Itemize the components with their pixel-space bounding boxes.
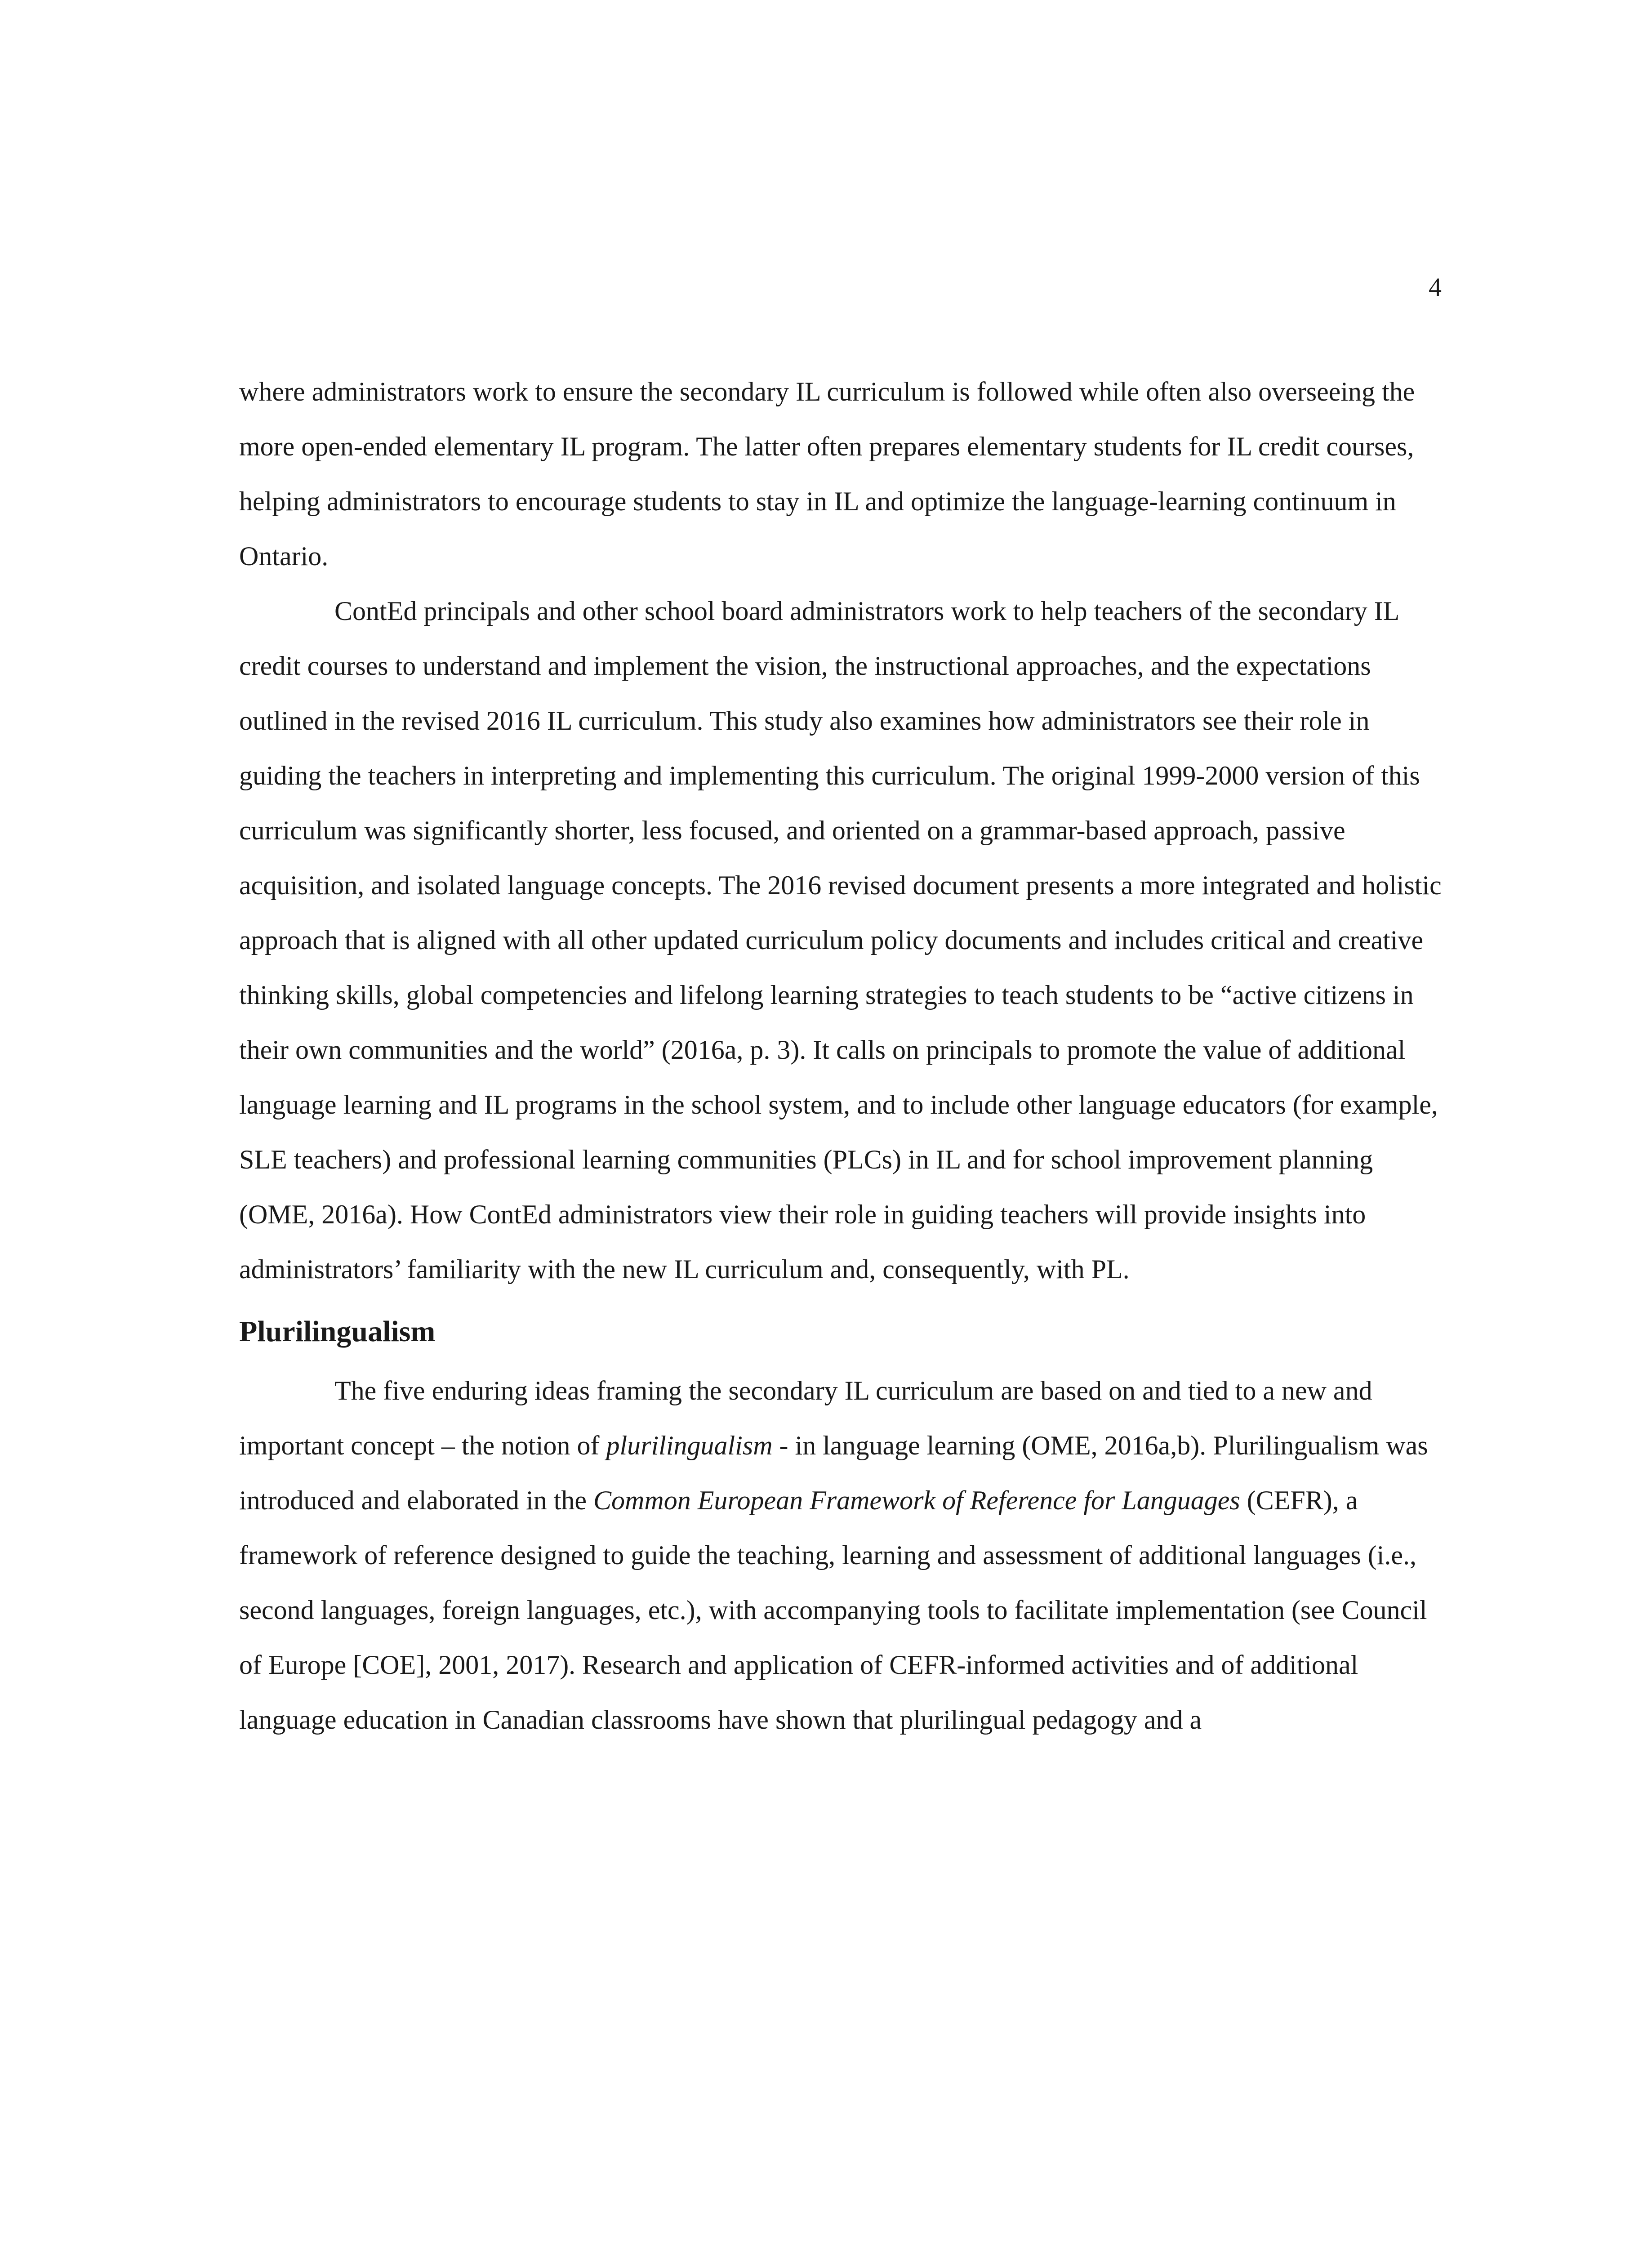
paragraph-3-text-2: - in language learning (OME, 2016a,b). Plurilingualism was introduced and elaborated in the [239, 1431, 1428, 1515]
paragraph-3 [239, 1363, 1444, 1747]
paragraph-1: where administrators work to ensure the secondary IL curriculum is followed while often also overseeing the more open-ended elementary IL program. The latter often prepares elementary students for IL credit courses, helping administrators to encourage students to stay in IL and optimize the language-learning continuum in Ontario. [239, 377, 1415, 571]
section-heading: Plurilingualism [239, 1315, 436, 1348]
paragraph-3-italic-title: Common European Framework of Reference for Languages [593, 1485, 1240, 1515]
body-text [239, 364, 1444, 1747]
paragraph-2: ContEd principals and other school board administrators work to help teachers of the secondary IL credit courses to understand and implement the vision, the instructional approaches, and the expectations outlined in the revised 2016 IL curriculum. This study also examines how administrators see their role in guiding the teachers in interpreting and implementing this curriculum. The original 1999-2000 version of this curriculum was significantly shorter, less focused, and oriented on a grammar-based approach, passive acquisition, and isolated language concepts. The 2016 revised document presents a more integrated and holistic approach that is aligned with all other updated curriculum policy documents and includes critical and creative thinking skills, global competencies and lifelong learning strategies to teach students to be “active citizens in their own communities and the world” (2016a, p. 3). It calls on principals to promote the value of additional language learning and IL programs in the school system, and to include other language educators (for example, SLE teachers) and professional learning communities (PLCs) in IL and for school improvement planning (OME, 2016a). How ContEd administrators view their role in guiding teachers will provide insights into administrators’ familiarity with the new IL curriculum and, consequently, with PL. [239, 596, 1442, 1284]
paragraph-3-italic-term: plurilingualism [606, 1431, 773, 1460]
paragraph-3-text-1: The five enduring ideas framing the secondary IL curriculum are based on and tied to a new and important concept – the notion of [239, 1376, 1372, 1460]
paragraph-3-text-3: (CEFR), a framework of reference designed to guide the teaching, learning and assessment of additional languages (i.e., second languages, foreign languages, etc.), with accompanying tools to facilitate implementation (see Council of Europe [COE], 2001, 2017). Research and application of CEFR-informed activities and of additional language education in Canadian classrooms have shown that plurilingual pedagogy and a [239, 1485, 1427, 1735]
page-number: 4 [1429, 272, 1442, 302]
